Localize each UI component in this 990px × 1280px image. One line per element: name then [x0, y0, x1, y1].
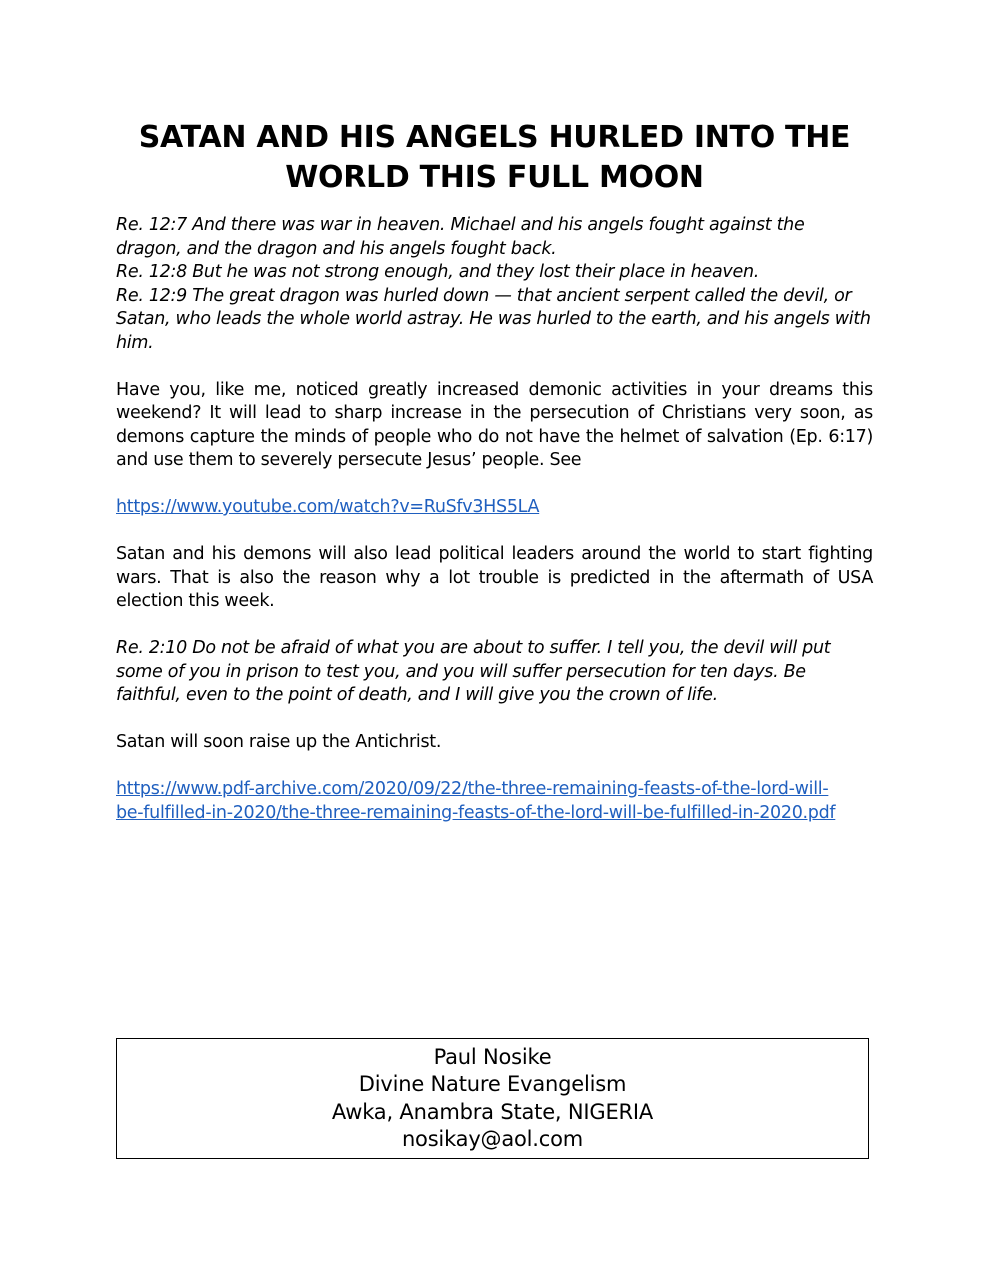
page-title: SATAN AND HIS ANGELS HURLED INTO THE WORLD THIS FULL MOON	[138, 120, 851, 195]
signature-organization: Divine Nature Evangelism	[358, 1072, 627, 1096]
pdf-archive-link[interactable]	[116, 778, 873, 825]
paragraph-demonic-activities: Have you, like me, noticed greatly increased demonic activities in your dreams this weekend? It will lead to sharp increase in the persecution of Christians very soon, as demons capture the minds of people who do not have the helmet of salvation (Ep. 6:17) and use them to severely persecute Jesus’ people. See	[116, 379, 873, 470]
signature-name: Paul Nosike	[433, 1044, 552, 1069]
document-page	[116, 118, 873, 825]
pdf-archive-link-line-2: be-fulfilled-in-2020/the-three-remaining-feasts-of-the-lord-will-be-fulfilled-in-2020.pdf	[116, 802, 836, 823]
youtube-link[interactable]: https://www.youtube.com/watch?v=RuSfv3HS5LA	[116, 497, 540, 517]
verses-block	[116, 214, 873, 355]
paragraph-antichrist: Satan will soon raise up the Antichrist.	[116, 732, 442, 752]
verse-re-12-7: Re. 12:7 And there was war in heaven. Michael and his angels fought against the dragon, and the dragon and his angels fought back.	[116, 215, 805, 259]
verse-re-12-8: Re. 12:8 But he was not strong enough, and they lost their place in heaven.	[116, 262, 760, 282]
pdf-archive-link-line-1: https://www.pdf-archive.com/2020/09/22/the-three-remaining-feasts-of-the-lord-will-	[116, 779, 829, 799]
signature-location: Awka, Anambra State, NIGERIA	[331, 1099, 654, 1124]
signature-box	[116, 1038, 869, 1159]
verse-re-12-9: Re. 12:9 The great dragon was hurled down — that ancient serpent called the devil, or Satan, who leads the whole world astray. He was hurled to the earth, and his angels with him.	[116, 285, 871, 353]
signature-email: nosikay@aol.com	[401, 1127, 584, 1151]
verse-re-2-10: Re. 2:10 Do not be afraid of what you are about to suffer. I tell you, the devil will put some of you in prison to test you, and you will suffer persecution for ten days. Be faithful, even to the point of death, and I will give you the crown of life.	[116, 638, 831, 705]
paragraph-political-leaders: Satan and his demons will also lead political leaders around the world to start fighting wars. That is also the reason why a lot trouble is predicted in the aftermath of USA election this week.	[116, 544, 873, 611]
